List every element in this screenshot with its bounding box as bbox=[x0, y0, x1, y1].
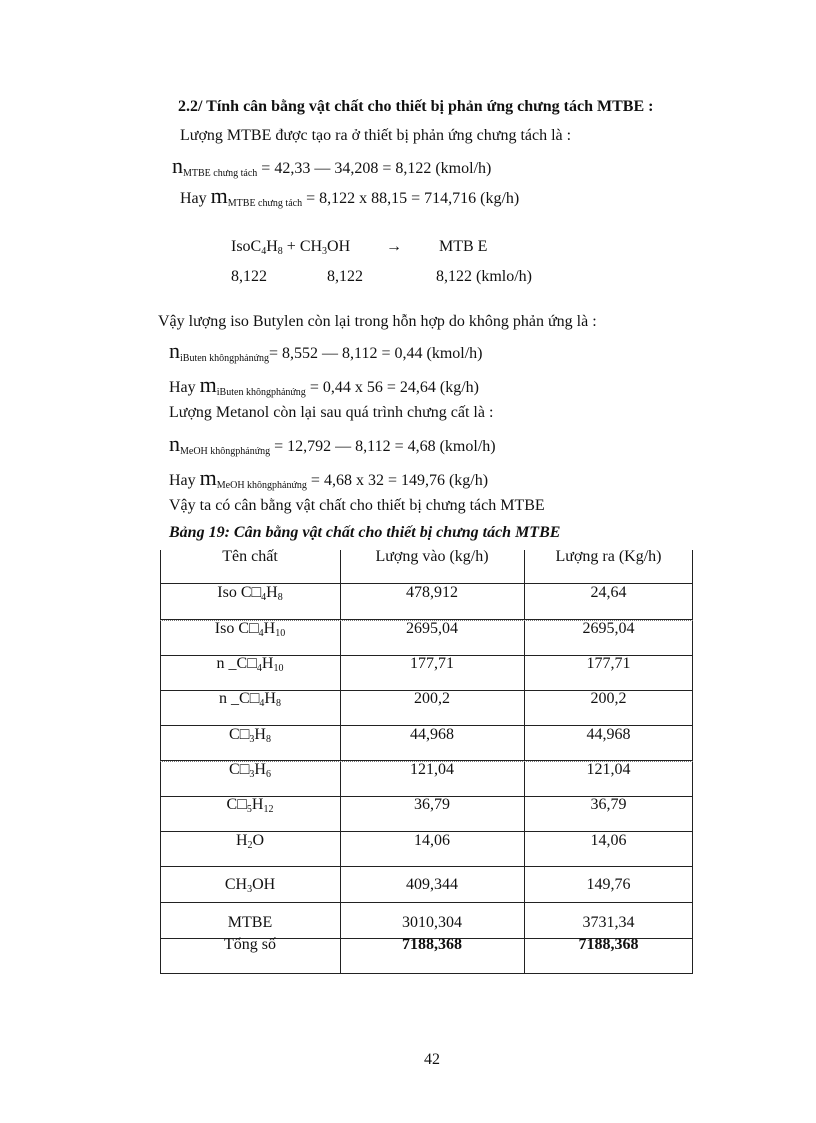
expression: = 0,44 x 56 = 24,64 (kg/h) bbox=[305, 379, 479, 396]
cell-substance bbox=[160, 620, 340, 638]
formula-part: n _C□ bbox=[219, 690, 260, 707]
symbol: m bbox=[210, 183, 228, 208]
formula-part: OH bbox=[252, 876, 276, 893]
cell-amount-out: 2695,04 bbox=[582, 620, 635, 637]
subscript: 3 bbox=[249, 734, 255, 745]
table-caption: Bảng 19: Cân bằng vật chất cho thiết bị chưng tách MTBE bbox=[169, 524, 561, 541]
cell-substance bbox=[160, 761, 340, 779]
total-label: Tổng số bbox=[224, 936, 276, 953]
cell-amount-in: 409,344 bbox=[406, 876, 458, 893]
header-luong-vao: Lượng vào (kg/h) bbox=[375, 548, 489, 565]
subscript: 4 bbox=[256, 663, 262, 674]
formula-part: MTBE bbox=[227, 914, 273, 931]
cell-amount-in: 2695,04 bbox=[406, 620, 458, 637]
element-h: H bbox=[266, 238, 278, 255]
subscript: MeOH khôngphảnứng bbox=[216, 480, 307, 491]
hay-label: Hay bbox=[169, 379, 200, 396]
reaction-value-3: 8,122 (kmlo/h) bbox=[436, 268, 532, 285]
oh-group: OH bbox=[327, 238, 351, 255]
formula-part: H bbox=[254, 761, 266, 778]
cell-amount-out: 177,71 bbox=[586, 655, 631, 672]
subscript: 10 bbox=[275, 628, 286, 639]
subscript: 8 bbox=[277, 246, 283, 257]
table-border bbox=[160, 866, 693, 867]
subscript: 8 bbox=[275, 698, 281, 709]
symbol: n bbox=[169, 431, 180, 456]
header-ten-chat: Tên chất bbox=[222, 548, 278, 565]
formula-part: C□ bbox=[229, 761, 250, 778]
text-line: Vậy ta có cân bằng vật chất cho thiết bị chưng tách MTBE bbox=[169, 497, 545, 514]
subscript: MTBE chưng tách bbox=[227, 198, 303, 209]
cell-amount-out: 149,76 bbox=[586, 876, 631, 893]
formula-part: Iso C□ bbox=[214, 620, 259, 637]
expression: = 8,122 x 88,15 = 714,716 (kg/h) bbox=[302, 190, 520, 207]
formula-part: C□ bbox=[229, 726, 250, 743]
cell-amount-in: 478,912 bbox=[406, 584, 458, 601]
text-line: Lượng MTBE được tạo ra ở thiết bị phản ứng chưng tách là : bbox=[180, 127, 572, 144]
formula-part: n _C□ bbox=[216, 655, 257, 672]
subscript: 4 bbox=[259, 698, 265, 709]
subscript: MTBE chưng tách bbox=[183, 168, 258, 179]
cell-substance bbox=[160, 832, 340, 850]
subscript: 12 bbox=[263, 804, 274, 815]
equation-m-ibuten bbox=[169, 372, 479, 398]
cell-substance bbox=[160, 876, 340, 894]
symbol: m bbox=[199, 465, 217, 490]
cell-amount-out: 200,2 bbox=[590, 690, 627, 707]
expression: = 4,68 x 32 = 149,76 (kg/h) bbox=[306, 472, 489, 489]
cell-amount-out: 14,06 bbox=[590, 832, 627, 849]
total-in: 7188,368 bbox=[402, 936, 462, 953]
reaction-arrow: → bbox=[386, 238, 402, 255]
reactant-iso: IsoC bbox=[231, 238, 262, 255]
symbol: n bbox=[172, 153, 183, 178]
cell-substance bbox=[160, 655, 340, 673]
cell-amount-in: 3010,304 bbox=[402, 914, 462, 931]
cell-amount-in: 14,06 bbox=[414, 832, 450, 849]
subscript: 5 bbox=[246, 804, 252, 815]
formula-part: Iso C□ bbox=[217, 584, 262, 601]
subscript: 8 bbox=[277, 592, 283, 603]
subscript: MeOH khôngphảnứng bbox=[180, 446, 271, 457]
hay-label: Hay bbox=[169, 472, 200, 489]
text-line: Lượng Metanol còn lại sau quá trình chưng cất là : bbox=[169, 404, 494, 421]
page-number: 42 bbox=[424, 1051, 440, 1068]
cell-amount-out: 36,79 bbox=[590, 796, 627, 813]
cell-substance bbox=[160, 690, 340, 708]
symbol: m bbox=[199, 372, 217, 397]
cell-amount-in: 121,04 bbox=[410, 761, 454, 778]
expression: = 42,33 — 34,208 = 8,122 (kmol/h) bbox=[257, 160, 492, 177]
hay-label: Hay bbox=[180, 190, 211, 207]
formula-part: H bbox=[264, 690, 276, 707]
subscript: 8 bbox=[265, 734, 271, 745]
subscript: 6 bbox=[265, 769, 271, 780]
symbol: n bbox=[169, 338, 180, 363]
equation-m-meoh bbox=[169, 465, 488, 491]
reactant-methanol: + CH bbox=[282, 238, 323, 255]
subscript: 4 bbox=[261, 592, 267, 603]
table-border bbox=[160, 902, 693, 903]
expression: = 12,792 — 8,112 = 4,68 (kmol/h) bbox=[270, 438, 496, 455]
subscript: iButen khôngphảnứng bbox=[180, 353, 270, 364]
formula-part: H bbox=[263, 620, 276, 637]
formula-part: H bbox=[235, 832, 248, 849]
cell-amount-out: 44,968 bbox=[586, 726, 631, 743]
reaction-value-2: 8,122 bbox=[327, 268, 363, 285]
subscript: 3 bbox=[249, 769, 255, 780]
formula-part: H bbox=[266, 584, 278, 601]
formula-part: C□ bbox=[226, 796, 247, 813]
cell-amount-in: 36,79 bbox=[414, 796, 450, 813]
cell-amount-out: 121,04 bbox=[586, 761, 631, 778]
subscript: 10 bbox=[273, 663, 284, 674]
cell-amount-out: 3731,34 bbox=[582, 914, 635, 931]
equation-n-mtbe bbox=[172, 153, 491, 179]
section-heading: 2.2/ Tính cân bằng vật chất cho thiết bị phản ứng chưng tách MTBE : bbox=[178, 98, 654, 115]
subscript: 3 bbox=[247, 884, 253, 895]
cell-substance bbox=[160, 796, 340, 814]
reaction-reactants bbox=[231, 238, 350, 256]
material-balance-table bbox=[160, 550, 693, 974]
equation-m-mtbe bbox=[180, 183, 519, 209]
total-out: 7188,368 bbox=[578, 936, 639, 953]
header-luong-ra: Lượng ra (Kg/h) bbox=[555, 548, 662, 565]
formula-part: CH bbox=[224, 876, 248, 893]
cell-amount-in: 44,968 bbox=[410, 726, 454, 743]
subscript: 4 bbox=[258, 628, 264, 639]
cell-amount-in: 200,2 bbox=[414, 690, 450, 707]
cell-substance bbox=[160, 584, 340, 602]
equation-n-meoh bbox=[169, 431, 496, 457]
subscript: 4 bbox=[261, 246, 267, 257]
reaction-value-1: 8,122 bbox=[231, 268, 267, 285]
cell-amount-in: 177,71 bbox=[410, 655, 454, 672]
formula-part: H bbox=[251, 796, 264, 813]
subscript: iButen khôngphảnứng bbox=[216, 387, 306, 398]
subscript: 2 bbox=[247, 840, 253, 851]
subscript: 3 bbox=[322, 246, 328, 257]
cell-substance bbox=[160, 726, 340, 744]
formula-part: H bbox=[254, 726, 266, 743]
table-border bbox=[160, 973, 693, 974]
formula-part: H bbox=[261, 655, 274, 672]
formula-part: O bbox=[252, 832, 265, 849]
cell-substance bbox=[160, 914, 340, 932]
reaction-product: MTB E bbox=[439, 238, 488, 255]
equation-n-ibuten bbox=[169, 338, 482, 364]
text-line: Vậy lượng iso Butylen còn lại trong hỗn hợp do không phản ứng là : bbox=[158, 313, 597, 330]
cell-amount-out: 24,64 bbox=[590, 584, 627, 601]
expression: = 8,552 — 8,112 = 0,44 (kmol/h) bbox=[269, 345, 483, 362]
